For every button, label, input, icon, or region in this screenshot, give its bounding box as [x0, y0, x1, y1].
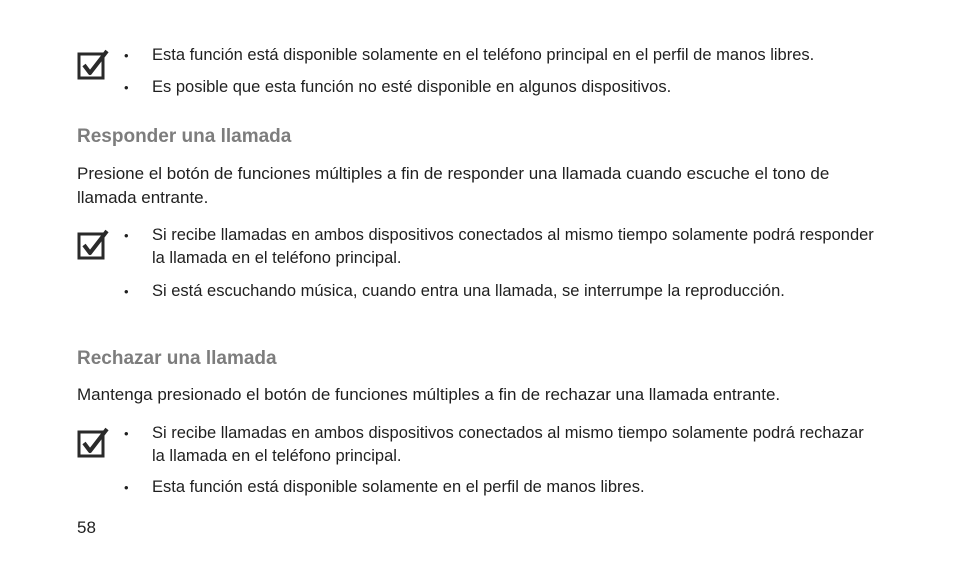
list-item: • Esta función está disponible solamente en el perfil de manos libres.	[152, 476, 877, 499]
note-list	[77, 224, 877, 303]
checkbox-check-icon	[77, 427, 109, 459]
note-block-3	[77, 422, 877, 499]
list-item: • Es posible que esta función no esté disponible en algunos dispositivos.	[152, 76, 877, 99]
note-list	[77, 422, 877, 499]
section-paragraph-responder: Presione el botón de funciones múltiples a fin de responder una llamada cuando escuche el tono de llamada entrante.	[77, 164, 830, 207]
checkbox-check-icon	[77, 229, 109, 261]
section-heading-rechazar: Rechazar una llamada	[77, 348, 277, 369]
note-list	[77, 44, 877, 99]
note-block-1	[77, 44, 877, 99]
section-heading-responder: Responder una llamada	[77, 126, 292, 147]
page-number: 58	[77, 518, 96, 537]
list-item: • Si está escuchando música, cuando entra una llamada, se interrumpe la reproducción.	[152, 280, 877, 303]
list-item: • Esta función está disponible solamente en el teléfono principal en el perfil de manos libres.	[152, 44, 877, 67]
checkbox-check-icon	[77, 49, 109, 81]
note-block-2	[77, 224, 877, 303]
list-item: • Si recibe llamadas en ambos dispositivos conectados al mismo tiempo solamente podrá responder la llamada en el teléfono principal.	[152, 224, 877, 270]
section-paragraph-rechazar: Mantenga presionado el botón de funciones múltiples a fin de rechazar una llamada entrante.	[77, 385, 781, 404]
list-item: • Si recibe llamadas en ambos dispositivos conectados al mismo tiempo solamente podrá rechazar la llamada en el teléfono principal.	[152, 422, 877, 468]
